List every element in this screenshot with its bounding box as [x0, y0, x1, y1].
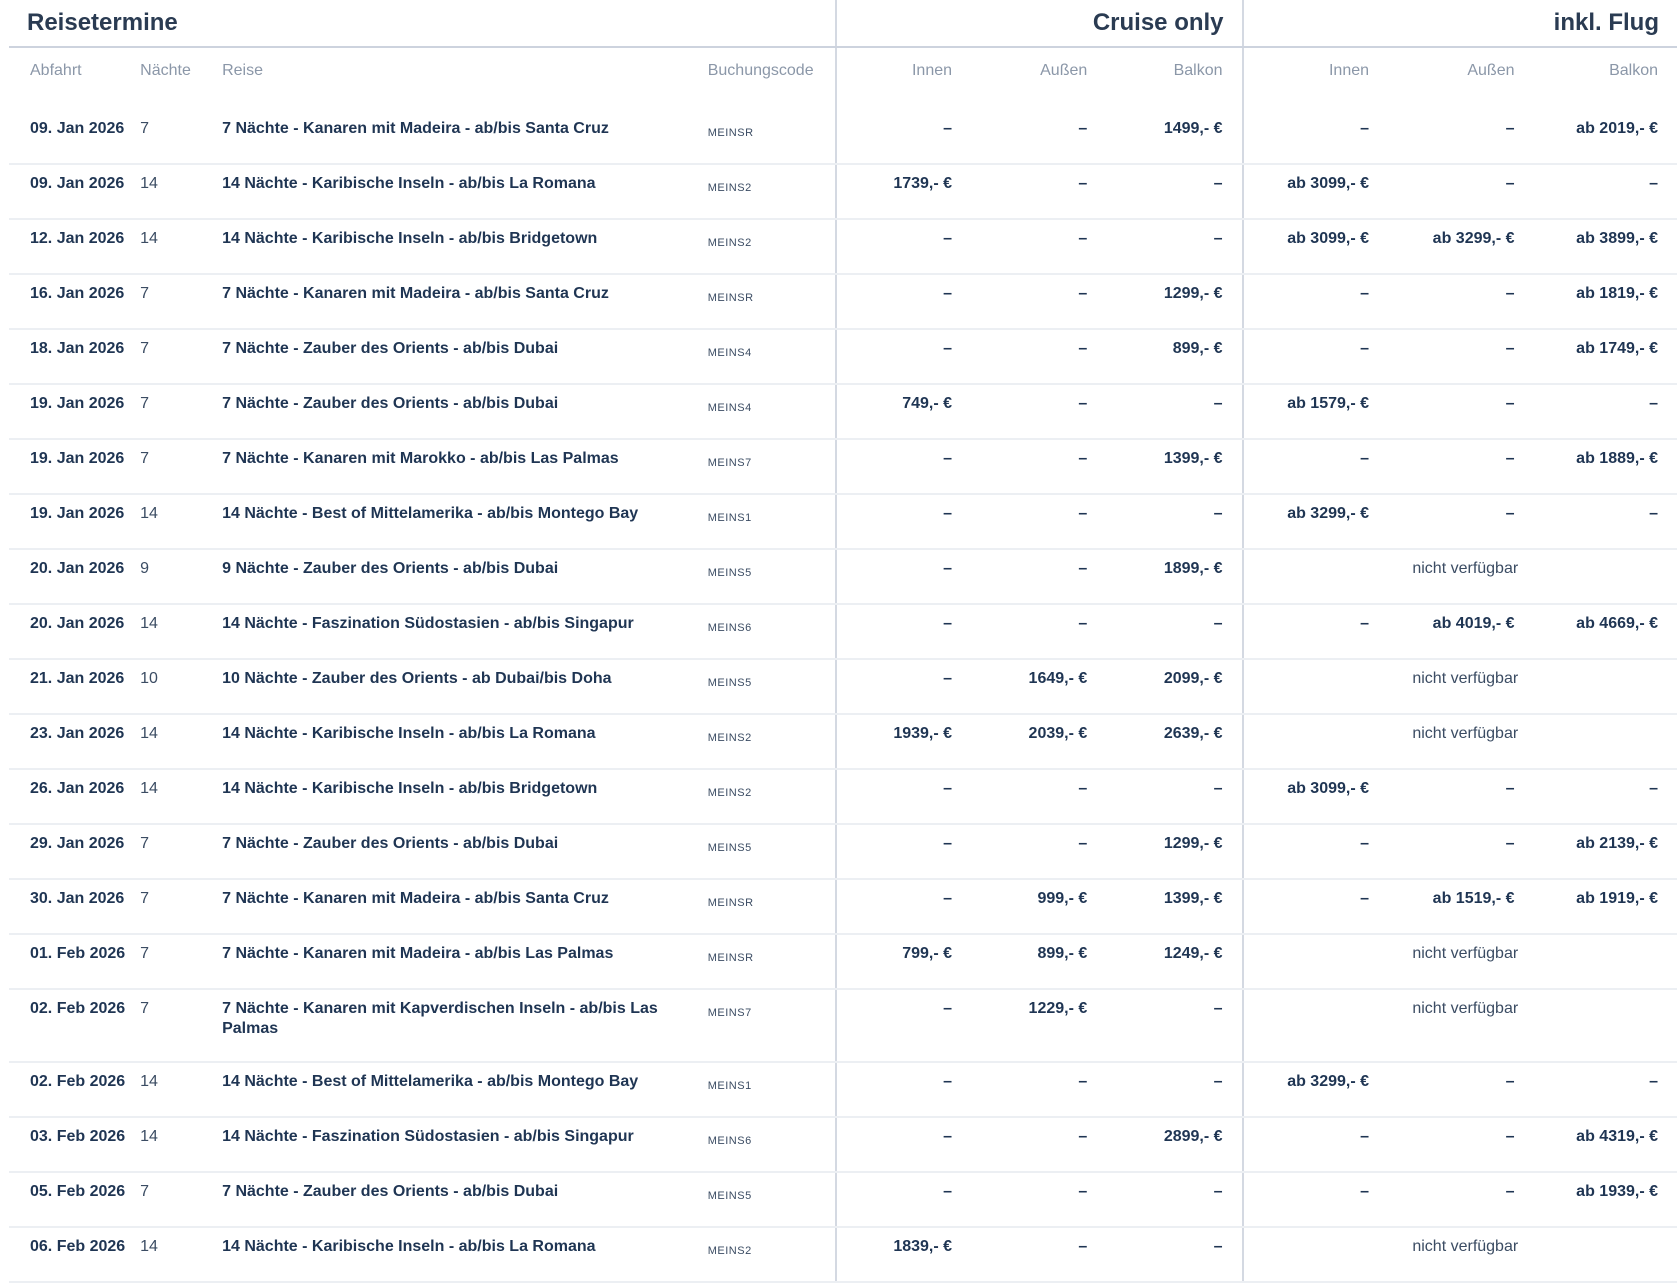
flight-not-available: nicht verfügbar [1243, 549, 1677, 604]
price-balcony[interactable]: – [1106, 989, 1242, 1062]
trip-link[interactable]: 7 Nächte - Kanaren mit Kapverdischen Inseln - ab/bis Las Palmas [222, 989, 708, 1062]
nights-count: 14 [140, 494, 222, 549]
price-balcony-flight[interactable]: – [1534, 1062, 1677, 1117]
trip-link[interactable]: 7 Nächte - Kanaren mit Madeira - ab/bis Las Palmas [222, 934, 708, 989]
departure-date: 21. Jan 2026 [9, 659, 140, 714]
col-balcony: Balkon [1106, 47, 1242, 110]
price-outside[interactable]: 999,- € [971, 879, 1106, 934]
departure-date: 23. Jan 2026 [9, 714, 140, 769]
departure-date: 30. Jan 2026 [9, 879, 140, 934]
price-inside-flight[interactable]: – [1243, 439, 1388, 494]
price-balcony[interactable]: – [1106, 1062, 1242, 1117]
trip-link[interactable]: 14 Nächte - Karibische Inseln - ab/bis La Romana [222, 714, 708, 769]
col-nights: Nächte [140, 47, 222, 110]
departure-date: 16. Jan 2026 [9, 274, 140, 329]
table-row[interactable] [9, 439, 1677, 494]
trip-link[interactable]: 9 Nächte - Zauber des Orients - ab/bis Dubai [222, 549, 708, 604]
price-outside[interactable]: 2039,- € [971, 714, 1106, 769]
price-balcony-flight[interactable]: ab 4669,- € [1534, 604, 1677, 659]
booking-code: MEINS5 [708, 1172, 836, 1227]
price-inside[interactable]: 1839,- € [836, 1227, 971, 1282]
price-outside[interactable]: 1229,- € [971, 989, 1106, 1062]
departure-date: 19. Jan 2026 [9, 384, 140, 439]
table-row[interactable] [9, 549, 1677, 604]
trip-link[interactable]: 14 Nächte - Karibische Inseln - ab/bis Bridgetown [222, 219, 708, 274]
price-inside[interactable]: – [836, 604, 971, 659]
price-inside-flight[interactable]: ab 3099,- € [1243, 219, 1388, 274]
price-outside-flight[interactable]: – [1388, 110, 1533, 164]
price-outside[interactable]: – [971, 439, 1106, 494]
price-balcony[interactable]: – [1106, 769, 1242, 824]
booking-code: MEINS2 [708, 714, 836, 769]
booking-code: MEINSR [708, 879, 836, 934]
table-row[interactable] [9, 494, 1677, 549]
nights-count: 9 [140, 549, 222, 604]
section-title: Reisetermine [9, 0, 836, 47]
nights-count: 10 [140, 659, 222, 714]
booking-code: MEINS4 [708, 329, 836, 384]
booking-code: MEINSR [708, 934, 836, 989]
nights-count: 7 [140, 274, 222, 329]
price-inside[interactable]: – [836, 659, 971, 714]
price-inside[interactable]: – [836, 769, 971, 824]
trip-link[interactable]: 14 Nächte - Karibische Inseln - ab/bis Bridgetown [222, 769, 708, 824]
price-balcony-flight[interactable]: ab 1819,- € [1534, 274, 1677, 329]
trip-link[interactable]: 14 Nächte - Best of Mittelamerika - ab/bis Montego Bay [222, 494, 708, 549]
price-balcony-flight[interactable]: ab 3899,- € [1534, 219, 1677, 274]
price-inside-flight[interactable]: – [1243, 274, 1388, 329]
price-balcony[interactable]: 899,- € [1106, 329, 1242, 384]
table-row[interactable] [9, 219, 1677, 274]
price-balcony-flight[interactable]: ab 1939,- € [1534, 1172, 1677, 1227]
departure-date: 26. Jan 2026 [9, 769, 140, 824]
departure-date: 12. Jan 2026 [9, 219, 140, 274]
price-inside-flight[interactable]: ab 3299,- € [1243, 494, 1388, 549]
price-inside[interactable]: – [836, 329, 971, 384]
cruise-only-header: Cruise only [836, 0, 1243, 47]
departure-dates-table [9, 0, 1677, 1283]
price-outside-flight[interactable]: – [1388, 274, 1533, 329]
booking-code: MEINS2 [708, 164, 836, 219]
trip-link[interactable]: 14 Nächte - Karibische Inseln - ab/bis La Romana [222, 164, 708, 219]
price-outside-flight[interactable]: – [1388, 329, 1533, 384]
table-body [9, 110, 1677, 1282]
price-balcony[interactable]: – [1106, 604, 1242, 659]
price-outside-flight[interactable]: – [1388, 439, 1533, 494]
price-outside[interactable]: 1649,- € [971, 659, 1106, 714]
price-balcony[interactable]: – [1106, 494, 1242, 549]
price-outside[interactable]: – [971, 549, 1106, 604]
col-inside-flight: Innen [1243, 47, 1388, 110]
price-outside[interactable]: – [971, 219, 1106, 274]
price-balcony[interactable]: – [1106, 219, 1242, 274]
departure-date: 20. Jan 2026 [9, 549, 140, 604]
price-inside[interactable]: – [836, 1117, 971, 1172]
price-outside-flight[interactable]: ab 3299,- € [1388, 219, 1533, 274]
price-outside[interactable]: – [971, 1117, 1106, 1172]
price-inside[interactable]: 799,- € [836, 934, 971, 989]
booking-code: MEINS1 [708, 494, 836, 549]
price-outside-flight[interactable]: – [1388, 1062, 1533, 1117]
departure-date: 01. Feb 2026 [9, 934, 140, 989]
price-inside[interactable]: – [836, 989, 971, 1062]
price-outside[interactable]: – [971, 604, 1106, 659]
booking-code: MEINS7 [708, 989, 836, 1062]
table-row[interactable] [9, 604, 1677, 659]
departure-date: 05. Feb 2026 [9, 1172, 140, 1227]
booking-code: MEINS1 [708, 1062, 836, 1117]
price-outside[interactable]: – [971, 329, 1106, 384]
price-inside[interactable]: 1939,- € [836, 714, 971, 769]
price-outside-flight[interactable]: – [1388, 769, 1533, 824]
price-balcony-flight[interactable]: ab 1919,- € [1534, 879, 1677, 934]
price-inside[interactable]: – [836, 1172, 971, 1227]
price-balcony[interactable]: 2899,- € [1106, 1117, 1242, 1172]
nights-count: 7 [140, 384, 222, 439]
price-outside-flight[interactable]: ab 4019,- € [1388, 604, 1533, 659]
price-balcony-flight[interactable]: ab 2139,- € [1534, 824, 1677, 879]
price-balcony[interactable]: 1399,- € [1106, 439, 1242, 494]
trip-link[interactable]: 10 Nächte - Zauber des Orients - ab Dubai/bis Doha [222, 659, 708, 714]
table-row[interactable] [9, 1172, 1677, 1227]
departure-date: 29. Jan 2026 [9, 824, 140, 879]
table-row[interactable] [9, 989, 1677, 1062]
departure-date: 18. Jan 2026 [9, 329, 140, 384]
price-outside-flight[interactable]: – [1388, 164, 1533, 219]
trip-link[interactable]: 7 Nächte - Kanaren mit Madeira - ab/bis Santa Cruz [222, 110, 708, 164]
col-departure: Abfahrt [9, 47, 140, 110]
price-balcony[interactable]: 1299,- € [1106, 274, 1242, 329]
table-row[interactable] [9, 879, 1677, 934]
booking-code: MEINS5 [708, 549, 836, 604]
price-balcony[interactable]: 1899,- € [1106, 549, 1242, 604]
price-balcony[interactable]: – [1106, 164, 1242, 219]
trip-link[interactable]: 14 Nächte - Karibische Inseln - ab/bis La Romana [222, 1227, 708, 1282]
price-inside[interactable]: – [836, 110, 971, 164]
price-inside[interactable]: – [836, 549, 971, 604]
nights-count: 14 [140, 219, 222, 274]
price-outside[interactable]: – [971, 164, 1106, 219]
price-balcony-flight[interactable]: – [1534, 384, 1677, 439]
table-row[interactable] [9, 1062, 1677, 1117]
trip-link[interactable]: 7 Nächte - Kanaren mit Madeira - ab/bis Santa Cruz [222, 274, 708, 329]
flight-not-available: nicht verfügbar [1243, 714, 1677, 769]
table-row[interactable] [9, 1227, 1677, 1282]
price-outside[interactable]: – [971, 494, 1106, 549]
departure-date: 06. Feb 2026 [9, 1227, 140, 1282]
price-inside-flight[interactable]: – [1243, 329, 1388, 384]
price-outside[interactable]: – [971, 110, 1106, 164]
departure-date: 20. Jan 2026 [9, 604, 140, 659]
booking-code: MEINS7 [708, 439, 836, 494]
trip-link[interactable]: 14 Nächte - Faszination Südostasien - ab/bis Singapur [222, 1117, 708, 1172]
table-row[interactable] [9, 1117, 1677, 1172]
departure-date: 02. Feb 2026 [9, 1062, 140, 1117]
price-outside[interactable]: – [971, 1062, 1106, 1117]
nights-count: 14 [140, 164, 222, 219]
price-balcony[interactable]: – [1106, 1172, 1242, 1227]
col-booking-code: Buchungscode [708, 47, 836, 110]
table-row[interactable] [9, 384, 1677, 439]
trip-link[interactable]: 7 Nächte - Kanaren mit Marokko - ab/bis Las Palmas [222, 439, 708, 494]
price-outside-flight[interactable]: – [1388, 1172, 1533, 1227]
price-outside[interactable]: – [971, 274, 1106, 329]
price-inside-flight[interactable]: – [1243, 1172, 1388, 1227]
price-outside[interactable]: – [971, 769, 1106, 824]
booking-code: MEINS5 [708, 824, 836, 879]
price-inside-flight[interactable]: – [1243, 879, 1388, 934]
nights-count: 7 [140, 329, 222, 384]
col-trip: Reise [222, 47, 708, 110]
price-balcony-flight[interactable]: – [1534, 494, 1677, 549]
booking-code: MEINS4 [708, 384, 836, 439]
departure-date: 19. Jan 2026 [9, 494, 140, 549]
table-row[interactable] [9, 274, 1677, 329]
trip-link[interactable]: 7 Nächte - Zauber des Orients - ab/bis Dubai [222, 824, 708, 879]
trip-link[interactable]: 14 Nächte - Best of Mittelamerika - ab/bis Montego Bay [222, 1062, 708, 1117]
departure-date: 02. Feb 2026 [9, 989, 140, 1062]
price-inside-flight[interactable]: – [1243, 110, 1388, 164]
price-inside-flight[interactable]: ab 1579,- € [1243, 384, 1388, 439]
booking-code: MEINS6 [708, 1117, 836, 1172]
nights-count: 7 [140, 824, 222, 879]
price-inside[interactable]: – [836, 1062, 971, 1117]
incl-flight-header: inkl. Flug [1243, 0, 1677, 47]
nights-count: 7 [140, 934, 222, 989]
booking-code: MEINSR [708, 110, 836, 164]
price-inside[interactable]: – [836, 274, 971, 329]
nights-count: 7 [140, 110, 222, 164]
price-balcony[interactable]: 1399,- € [1106, 879, 1242, 934]
price-outside[interactable]: – [971, 1227, 1106, 1282]
nights-count: 14 [140, 769, 222, 824]
price-outside[interactable]: – [971, 1172, 1106, 1227]
table-row[interactable] [9, 659, 1677, 714]
flight-not-available: nicht verfügbar [1243, 1227, 1677, 1282]
price-outside-flight[interactable]: – [1388, 1117, 1533, 1172]
price-inside[interactable]: – [836, 494, 971, 549]
nights-count: 14 [140, 1117, 222, 1172]
trip-link[interactable]: 14 Nächte - Faszination Südostasien - ab/bis Singapur [222, 604, 708, 659]
price-balcony-flight[interactable]: ab 1889,- € [1534, 439, 1677, 494]
table-column-header [9, 47, 1677, 110]
price-outside-flight[interactable]: ab 1519,- € [1388, 879, 1533, 934]
price-outside-flight[interactable]: – [1388, 494, 1533, 549]
price-inside-flight[interactable]: ab 3099,- € [1243, 769, 1388, 824]
price-balcony-flight[interactable]: ab 1749,- € [1534, 329, 1677, 384]
price-inside[interactable]: 1739,- € [836, 164, 971, 219]
col-outside: Außen [971, 47, 1106, 110]
price-balcony[interactable]: – [1106, 1227, 1242, 1282]
nights-count: 7 [140, 439, 222, 494]
price-outside-flight[interactable]: – [1388, 384, 1533, 439]
table-row[interactable] [9, 934, 1677, 989]
departure-date: 09. Jan 2026 [9, 110, 140, 164]
trip-link[interactable]: 7 Nächte - Zauber des Orients - ab/bis Dubai [222, 1172, 708, 1227]
table-row[interactable] [9, 714, 1677, 769]
booking-code: MEINS2 [708, 1227, 836, 1282]
trip-link[interactable]: 7 Nächte - Zauber des Orients - ab/bis Dubai [222, 329, 708, 384]
table-row[interactable] [9, 329, 1677, 384]
price-balcony-flight[interactable]: ab 2019,- € [1534, 110, 1677, 164]
price-balcony[interactable]: 2639,- € [1106, 714, 1242, 769]
booking-code: MEINS5 [708, 659, 836, 714]
price-inside-flight[interactable]: ab 3099,- € [1243, 164, 1388, 219]
price-inside-flight[interactable]: – [1243, 1117, 1388, 1172]
price-inside-flight[interactable]: ab 3299,- € [1243, 1062, 1388, 1117]
price-balcony[interactable]: – [1106, 384, 1242, 439]
table-row[interactable] [9, 110, 1677, 164]
price-inside[interactable]: – [836, 824, 971, 879]
nights-count: 14 [140, 1062, 222, 1117]
nights-count: 14 [140, 1227, 222, 1282]
col-inside: Innen [836, 47, 971, 110]
nights-count: 14 [140, 604, 222, 659]
price-inside[interactable]: 749,- € [836, 384, 971, 439]
booking-code: MEINSR [708, 274, 836, 329]
nights-count: 7 [140, 989, 222, 1062]
price-balcony[interactable]: 1249,- € [1106, 934, 1242, 989]
flight-not-available: nicht verfügbar [1243, 989, 1677, 1062]
table-row[interactable] [9, 164, 1677, 219]
price-outside[interactable]: 899,- € [971, 934, 1106, 989]
price-inside[interactable]: – [836, 219, 971, 274]
price-inside[interactable]: – [836, 439, 971, 494]
price-balcony[interactable]: 1299,- € [1106, 824, 1242, 879]
booking-code: MEINS6 [708, 604, 836, 659]
price-outside-flight[interactable]: – [1388, 824, 1533, 879]
departure-date: 19. Jan 2026 [9, 439, 140, 494]
booking-code: MEINS2 [708, 769, 836, 824]
trip-link[interactable]: 7 Nächte - Kanaren mit Madeira - ab/bis Santa Cruz [222, 879, 708, 934]
nights-count: 7 [140, 879, 222, 934]
col-outside-flight: Außen [1388, 47, 1533, 110]
price-inside-flight[interactable]: – [1243, 824, 1388, 879]
nights-count: 7 [140, 1172, 222, 1227]
flight-not-available: nicht verfügbar [1243, 659, 1677, 714]
price-inside-flight[interactable]: – [1243, 604, 1388, 659]
price-inside[interactable]: – [836, 879, 971, 934]
departure-dates-panel [9, 0, 1677, 1283]
price-outside[interactable]: – [971, 384, 1106, 439]
price-balcony-flight[interactable]: – [1534, 769, 1677, 824]
table-row[interactable] [9, 769, 1677, 824]
price-balcony-flight[interactable]: ab 4319,- € [1534, 1117, 1677, 1172]
price-outside[interactable]: – [971, 824, 1106, 879]
price-balcony[interactable]: 1499,- € [1106, 110, 1242, 164]
flight-not-available: nicht verfügbar [1243, 934, 1677, 989]
departure-date: 09. Jan 2026 [9, 164, 140, 219]
nights-count: 14 [140, 714, 222, 769]
col-balcony-flight: Balkon [1534, 47, 1677, 110]
booking-code: MEINS2 [708, 219, 836, 274]
departure-date: 03. Feb 2026 [9, 1117, 140, 1172]
table-group-header [9, 0, 1677, 47]
price-balcony-flight[interactable]: – [1534, 164, 1677, 219]
trip-link[interactable]: 7 Nächte - Zauber des Orients - ab/bis Dubai [222, 384, 708, 439]
price-balcony[interactable]: 2099,- € [1106, 659, 1242, 714]
table-row[interactable] [9, 824, 1677, 879]
